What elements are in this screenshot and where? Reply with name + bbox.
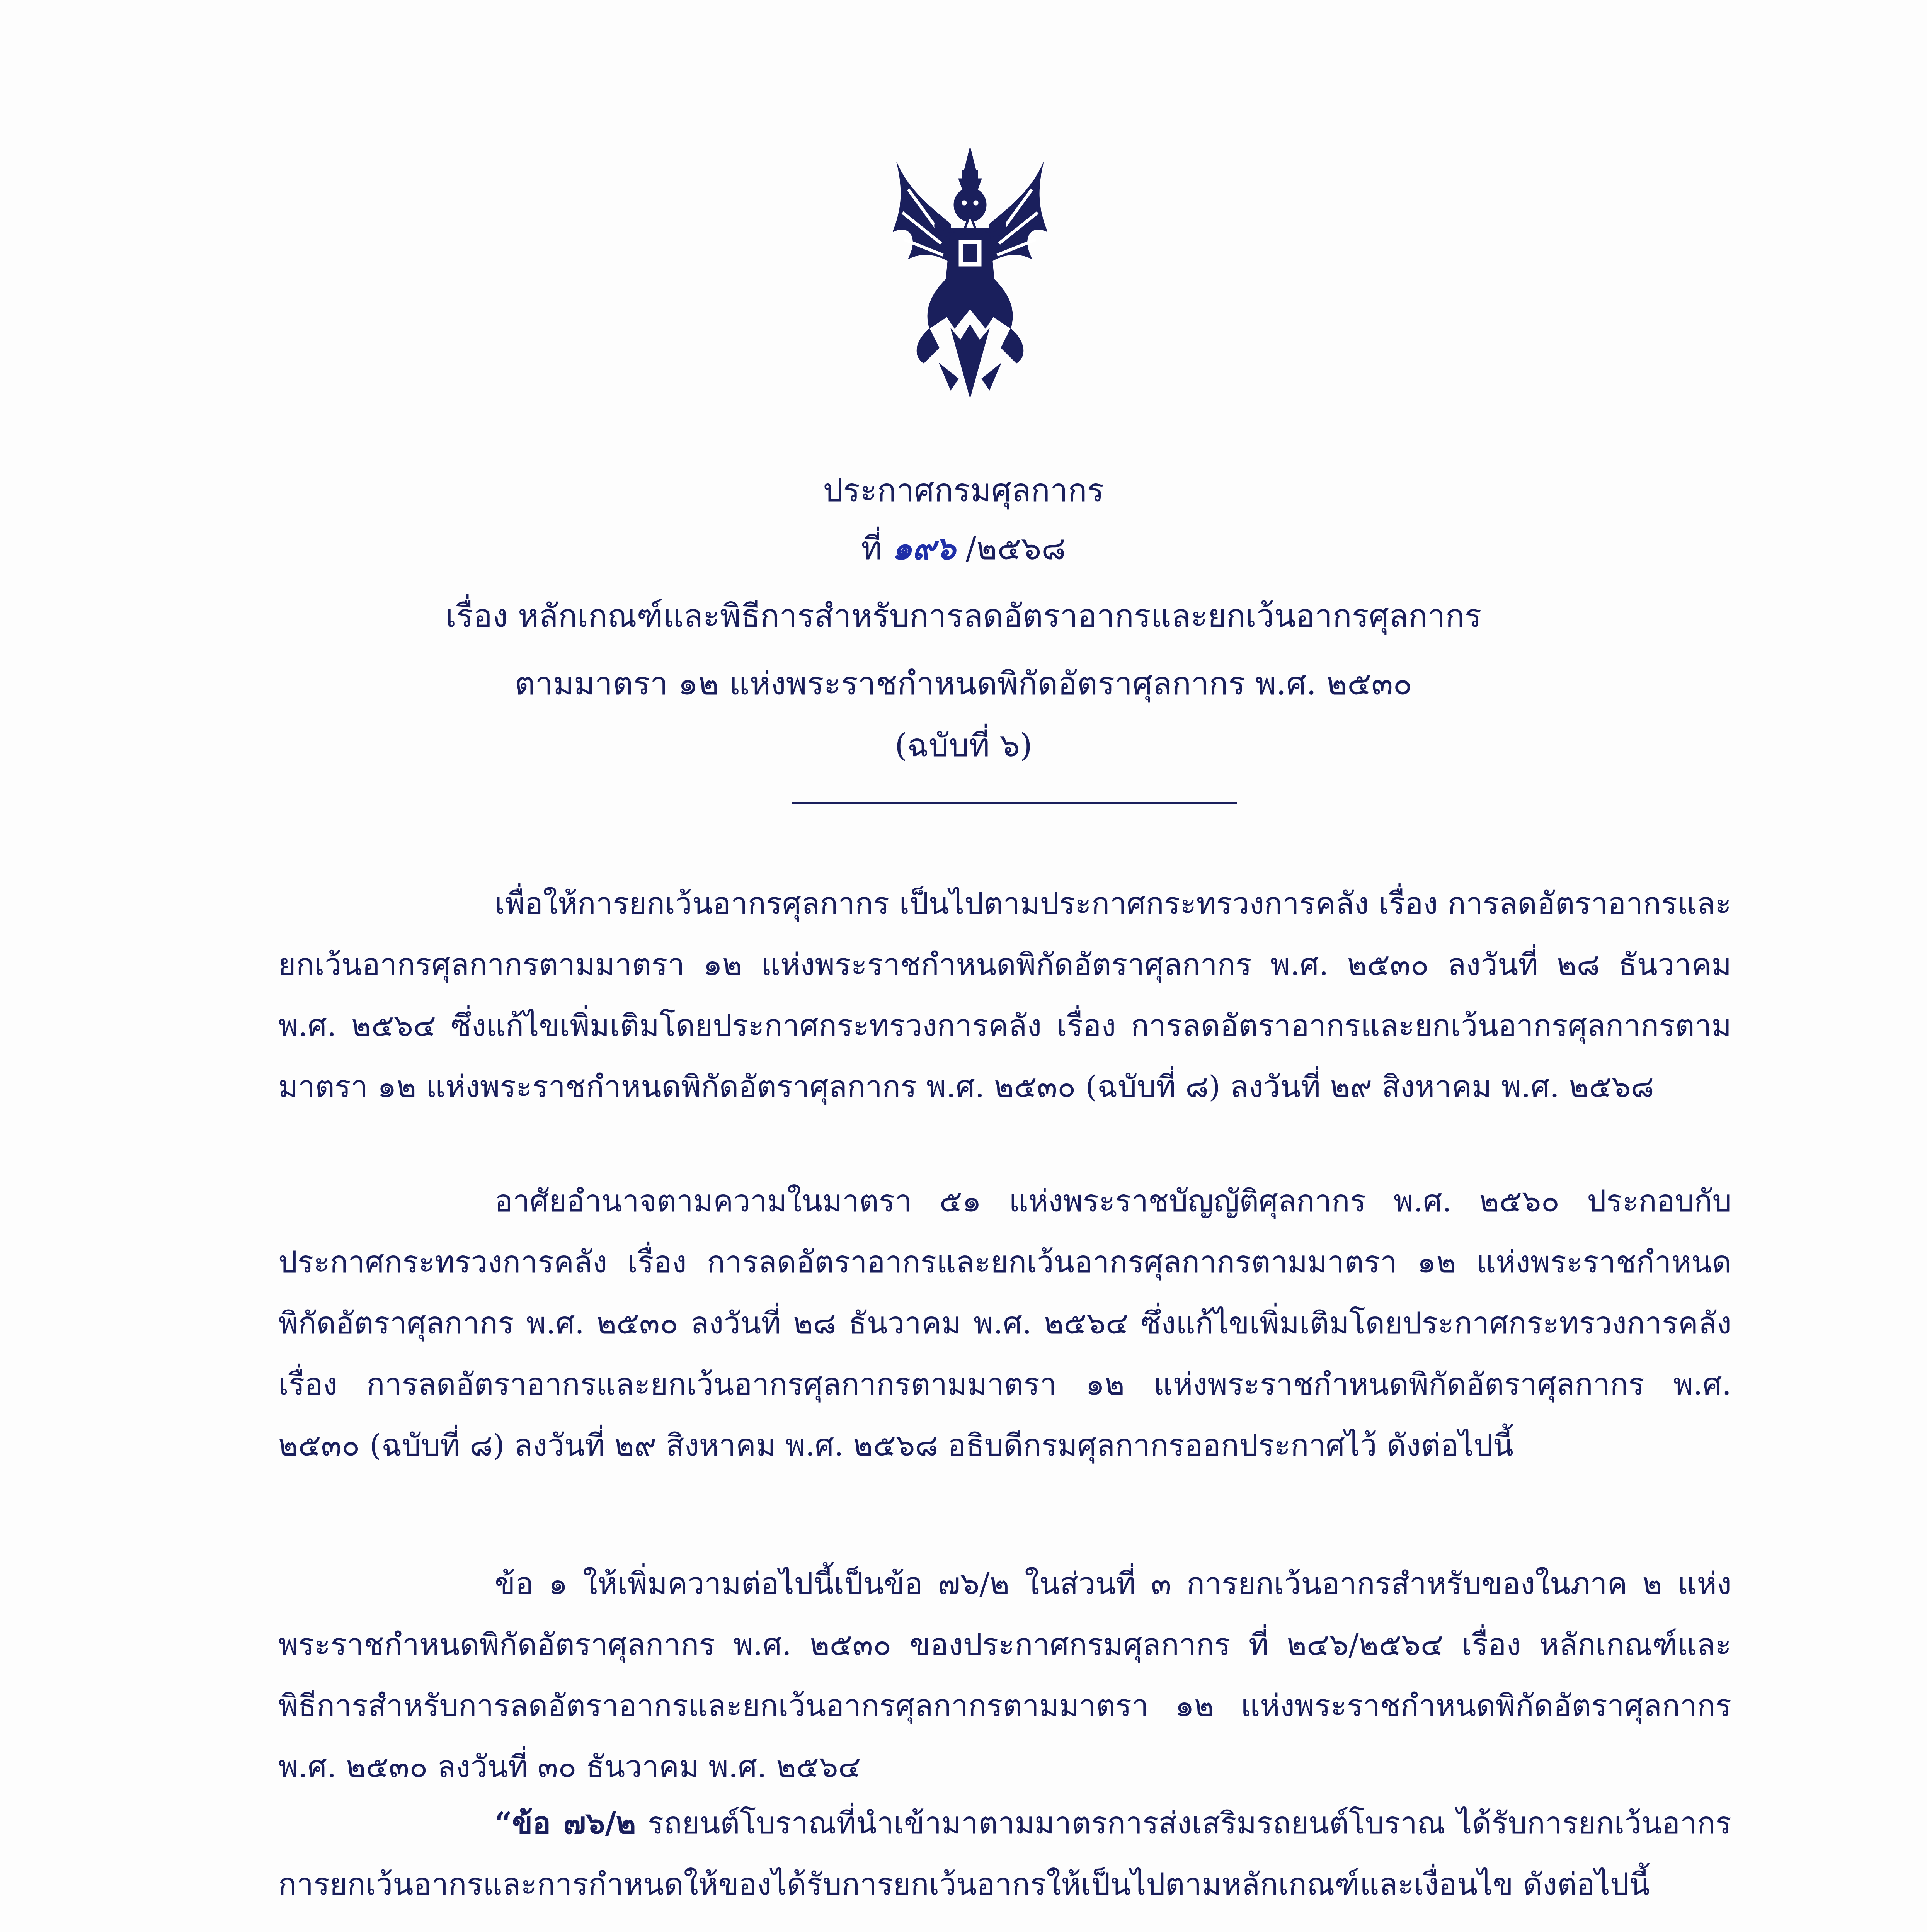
paragraph-preamble: เพื่อให้การยกเว้นอากรศุลกากร เป็นไปตามประกาศกระทรวงการคลัง เรื่อง การลดอัตราอากรและยกเว้นอากรศุลกากรตามมาตรา ๑๒ แห่งพระราชกำหนดพิกัดอัตราศุลกากร พ.ศ. ๒๕๓๐ ลงวันที่ ๒๘ ธันวาคม พ.ศ. ๒๕๖๔ ซึ่งแก้ไขเพิ่มเติมโดยประกาศกระทรวงการคลัง เรื่อง การลดอัตราอากรและยกเว้นอากรศุลกากรตามมาตรา ๑๒ แห่งพระราชกำหนดพิกัดอัตราศุลกากร พ.ศ. ๒๕๓๐ (ฉบับที่ ๘) ลงวันที่ ๒๙ สิงหาคม พ.ศ. ๒๕๖๘ bbox=[278, 886, 1731, 1104]
clause-number: “ข้อ ๗๖/๒ bbox=[495, 1806, 636, 1841]
document-number bbox=[0, 527, 1927, 570]
edition-label: (ฉบับที่ ๖) bbox=[894, 727, 1033, 764]
paragraph-clause-1: ข้อ ๑ ให้เพิ่มความต่อไปนี้เป็นข้อ ๗๖/๒ ในส่วนที่ ๓ การยกเว้นอากรสำหรับของในภาค ๒ แห่งพระราชกำหนดพิกัดอัตราศุลกากร พ.ศ. ๒๕๓๐ ของประกาศกรมศุลกากร ที่ ๒๔๖/๒๕๖๔ เรื่อง หลักเกณฑ์และพิธีการสำหรับการลดอัตราอากรและยกเว้นอากรศุลกากรตามมาตรา ๑๒ แห่งพระราชกำหนดพิกัดอัตราศุลกากร พ.ศ. ๒๕๓๐ ลงวันที่ ๓๐ ธันวาคม พ.ศ. ๒๕๖๔ bbox=[278, 1566, 1731, 1784]
garuda-emblem-icon bbox=[893, 147, 1047, 402]
subject-line-1: เรื่อง หลักเกณฑ์และพิธีการสำหรับการลดอัตราอากรและยกเว้นอากรศุลกากร bbox=[445, 598, 1482, 634]
paragraph-authority: อาศัยอำนาจตามความในมาตรา ๕๑ แห่งพระราชบัญญัติศุลกากร พ.ศ. ๒๕๖๐ ประกอบกับประกาศกระทรวงการคลัง เรื่อง การลดอัตราอากรและยกเว้นอากรศุลกากรตามมาตรา ๑๒ แห่งพระราชกำหนดพิกัดอัตราศุลกากร พ.ศ. ๒๕๓๐ ลงวันที่ ๒๘ ธันวาคม พ.ศ. ๒๕๖๔ ซึ่งแก้ไขเพิ่มเติมโดยประกาศกระทรวงการคลัง เรื่อง การลดอัตราอากรและยกเว้นอากรศุลกากรตามมาตรา ๑๒ แห่งพระราชกำหนดพิกัดอัตราศุลกากร พ.ศ. ๒๕๓๐ (ฉบับที่ ๘) ลงวันที่ ๒๙ สิงหาคม พ.ศ. ๒๕๖๘ อธิบดีกรมศุลกากรออกประกาศไว้ ดังต่อไปนี้ bbox=[278, 1184, 1731, 1463]
clause-text: รถยนต์โบราณที่นำเข้ามาตามมาตรการส่งเสริมรถยนต์โบราณ ได้รับการยกเว้นอากร การยกเว้นอากรและการกำหนดให้ของได้รับการยกเว้นอากรให้เป็นไปตามหลักเกณฑ์และเงื่อนไข ดังต่อไปนี้ bbox=[278, 1806, 1731, 1902]
subject-line-2: ตามมาตรา ๑๒ แห่งพระราชกำหนดพิกัดอัตราศุลกากร พ.ศ. ๒๕๓๐ bbox=[514, 665, 1413, 702]
document-number-handwritten: ๑๙๖ bbox=[892, 530, 956, 567]
document-number-prefix: ที่ bbox=[861, 530, 892, 567]
header-divider bbox=[792, 802, 1237, 804]
agency-title: ประกาศกรมศุลกากร bbox=[823, 472, 1104, 509]
paragraph-clause-76-2 bbox=[278, 1793, 1731, 1915]
document-number-suffix: /๒๕๖๘ bbox=[955, 530, 1066, 567]
